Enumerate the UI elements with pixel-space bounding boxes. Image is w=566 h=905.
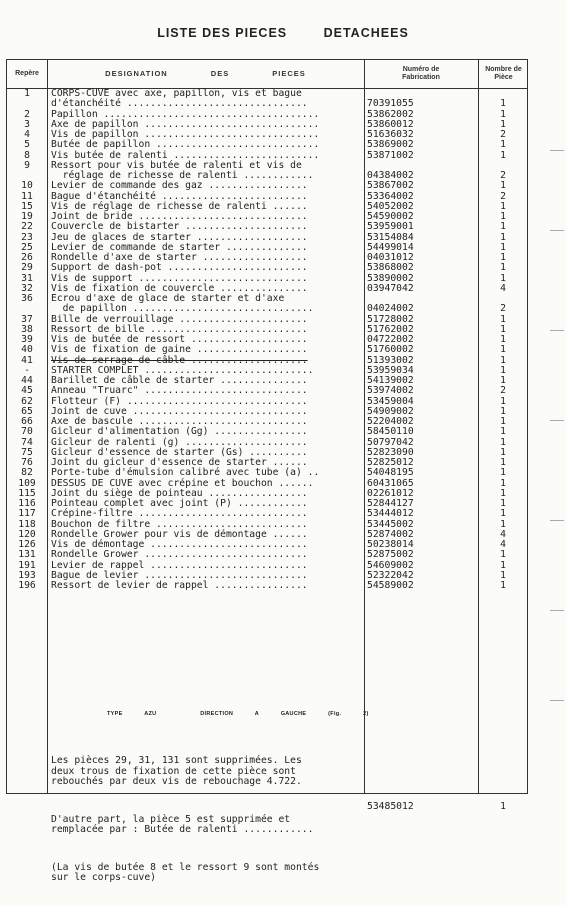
- repere-cell: 8: [24, 149, 30, 161]
- quantity-cell: 2: [500, 170, 506, 181]
- repere-cell: 25: [21, 241, 33, 253]
- quantity-cell: 1: [500, 211, 506, 222]
- quantity-cell: 1: [500, 180, 506, 192]
- designation-cell: Joint du gicleur d'essence de starter ......: [51, 457, 308, 468]
- repere-cell: 74: [21, 436, 33, 448]
- note-paragraph-3: (La vis de butée 8 et le ressort 9 sont montés sur le corps-cuve): [51, 861, 320, 883]
- quantity-cell: 1: [500, 200, 506, 212]
- quantity-cell: 1: [500, 416, 506, 427]
- repere-cell: 40: [21, 344, 33, 356]
- quantity-cell: 1: [500, 549, 506, 561]
- designation-cell: Levier de commande des gaz .................: [51, 180, 308, 192]
- designation-cell: Butée de papillon ............................: [51, 139, 320, 151]
- designation-cell: Bague de levier ............................: [51, 569, 308, 581]
- table-row: [7, 263, 527, 273]
- part-number-cell: 51728002: [367, 313, 414, 325]
- designation-cell: Joint de bride .............................: [51, 211, 308, 222]
- designation-cell: Vis de butée de ressort ....................: [51, 334, 308, 345]
- designation-cell: Barillet de câble de starter ...............: [51, 375, 308, 386]
- designation-cell: Bille de verrouillage ......................: [51, 313, 308, 325]
- part-number-cell: 54589002: [367, 580, 414, 591]
- repere-cell: 75: [21, 446, 33, 458]
- quantity-cell: 2: [500, 190, 506, 202]
- quantity-cell: 1: [500, 334, 506, 345]
- designation-cell: Flotteur (F) ...............................: [51, 395, 308, 407]
- part-number-cell: 54048195: [367, 467, 414, 479]
- designation-cell: de papillon ...............................: [51, 303, 314, 315]
- quantity-cell: 1: [500, 457, 506, 468]
- header-nombre: Nombre de Pièce: [485, 66, 522, 81]
- repere-cell: 32: [21, 282, 33, 294]
- repere-cell: 116: [18, 498, 36, 509]
- quantity-cell: 1: [500, 518, 506, 530]
- designation-cell: Gicleur de ralenti (g) .....................: [51, 436, 308, 448]
- quantity-cell: 1: [500, 375, 506, 386]
- quantity-cell: 1: [500, 344, 506, 356]
- designation-cell: Rondelle Grower pour vis de démontage ......: [51, 528, 308, 540]
- designation-cell: Couvercle de bistarter .....................: [51, 221, 308, 233]
- part-number-cell: 52844127: [367, 498, 414, 509]
- repere-cell: 118: [18, 518, 36, 530]
- repere-cell: 65: [21, 405, 33, 417]
- quantity-cell: 1: [500, 405, 506, 417]
- designation-cell: Vis de démontage ...........................: [51, 539, 308, 550]
- designation-cell: Pointeau complet avec joint (P) ............: [51, 498, 308, 509]
- header-repere: Repère: [15, 70, 39, 77]
- repere-cell: 44: [21, 375, 33, 386]
- part-number-cell: 53868002: [367, 262, 414, 274]
- quantity-cell: 1: [500, 487, 506, 499]
- quantity-cell: 1: [500, 569, 506, 581]
- repere-cell: 11: [21, 190, 33, 202]
- designation-cell: Ecrou d'axe de glace de starter et d'axe: [51, 293, 285, 304]
- quantity-cell: 1: [500, 477, 506, 489]
- part-number-cell: 54052002: [367, 200, 414, 212]
- part-number-cell: 53154084: [367, 231, 414, 243]
- table-row: [7, 140, 527, 150]
- table-row: [7, 581, 527, 591]
- repere-cell: 126: [18, 539, 36, 550]
- repere-cell: 5: [24, 139, 30, 151]
- repere-cell: 45: [21, 385, 33, 397]
- designation-cell: Axe de bascule .............................: [51, 416, 308, 427]
- designation-cell: Vis de serrage de câble ....................: [51, 354, 308, 366]
- quantity-cell: 1: [500, 364, 506, 376]
- designation-cell: Ressort pour vis butée de ralenti et vis de: [51, 159, 302, 171]
- quantity-cell: 1: [500, 221, 506, 233]
- margin-mark: [550, 520, 564, 521]
- designation-cell: Porte-tube d'émulsion calibré avec tube (a) ..: [51, 467, 320, 479]
- repere-cell: 10: [21, 180, 33, 192]
- section-type: TYPE AZU: [107, 711, 157, 717]
- part-number-cell: 50238014: [367, 539, 414, 550]
- part-number-cell: 53444012: [367, 508, 414, 520]
- designation-cell: Rondelle d'axe de starter ..................: [51, 252, 308, 263]
- part-number-cell: 53959001: [367, 221, 414, 233]
- designation-cell: Crépine-filtre .............................: [51, 508, 308, 520]
- margin-mark: [550, 610, 564, 611]
- part-number-cell: 54590002: [367, 211, 414, 222]
- repere-cell: 36: [21, 293, 33, 304]
- repere-cell: 38: [21, 323, 33, 335]
- margin-mark: [550, 420, 564, 421]
- page-title: [0, 26, 566, 40]
- designation-cell: Gicleur d'alimentation (Gg) ................: [51, 426, 308, 438]
- designation-cell: Gicleur d'essence de starter (Gs) ..........: [51, 446, 308, 458]
- designation-cell: Bague d'étanchéité .........................: [51, 190, 308, 202]
- part-number-cell: 51760002: [367, 344, 414, 356]
- section-direction: DIRECTION A GAUCHE (Fig. 2): [200, 711, 369, 717]
- quantity-cell: 1: [500, 313, 506, 325]
- quantity-cell: 1: [500, 580, 506, 591]
- repere-cell: 196: [18, 580, 36, 591]
- repere-cell: 31: [21, 272, 33, 284]
- repere-cell: 41: [21, 354, 33, 366]
- repere-cell: 3: [24, 118, 30, 130]
- part-number-cell: 51762002: [367, 323, 414, 335]
- title-right: DETACHEES: [323, 26, 409, 40]
- designation-cell: Levier de commande de starter ..............: [51, 241, 308, 253]
- designation-cell: Levier de rappel ...........................: [51, 559, 308, 571]
- part-number-cell: 53974002: [367, 385, 414, 397]
- designation-cell: Support de dash-pot ........................: [51, 262, 308, 274]
- quantity-cell: 1: [500, 118, 506, 130]
- repere-cell: 191: [18, 559, 36, 571]
- designation-cell: réglage de richesse de ralenti ............: [51, 170, 314, 181]
- part-number-cell: 52874002: [367, 528, 414, 540]
- part-number-cell: 53890002: [367, 272, 414, 284]
- quantity-cell: 4: [500, 539, 506, 550]
- repere-cell: 22: [21, 221, 33, 233]
- part-number-cell: 04384002: [367, 170, 414, 181]
- repere-cell: 76: [21, 457, 33, 468]
- part-number-cell: 53867002: [367, 180, 414, 192]
- designation-cell: Bouchon de filtre ..........................: [51, 518, 308, 530]
- header-fabrication: Numéro de Fabrication: [402, 66, 440, 81]
- note-paragraph-1: Les pièces 29, 31, 131 sont supprimées. Les deux trous de fixation de cette pièce sont rebouchés par deux vis de rebouchage 4.722.: [51, 755, 302, 787]
- designation-cell: Jeu de glaces de starter ...................: [51, 231, 308, 243]
- repere-cell: 120: [18, 528, 36, 540]
- part-number-cell: 02261012: [367, 487, 414, 499]
- quantity-cell: 1: [500, 467, 506, 479]
- part-number-cell: 58450110: [367, 426, 414, 438]
- table-row: [7, 222, 527, 232]
- repere-cell: 70: [21, 426, 33, 438]
- part-number-cell: 52322042: [367, 569, 414, 581]
- repere-cell: 19: [21, 211, 33, 222]
- designation-cell: CORPS-CUVE avec axe, papillon, vis et bague: [51, 88, 302, 99]
- designation-cell: Vis de réglage de richesse de ralenti ......: [51, 200, 308, 212]
- repere-cell: 39: [21, 334, 33, 345]
- table-row: [7, 550, 527, 560]
- part-number-cell: 03947042: [367, 282, 414, 294]
- part-number-cell: 53364002: [367, 190, 414, 202]
- quantity-cell: 1: [500, 108, 506, 120]
- designation-cell: Axe de papillon ..............................: [51, 118, 320, 130]
- quantity-cell: 2: [500, 303, 506, 315]
- repere-cell: 82: [21, 467, 33, 479]
- table-body: [7, 89, 527, 591]
- quantity-cell: 1: [500, 426, 506, 438]
- part-number-cell: 54609002: [367, 559, 414, 571]
- margin-mark: [550, 700, 564, 701]
- repere-cell: 29: [21, 262, 33, 274]
- quantity-cell: 1: [500, 446, 506, 458]
- part-number-cell: 60431065: [367, 477, 414, 489]
- repere-cell: 2: [24, 108, 30, 120]
- margin-mark: [550, 230, 564, 231]
- part-number-cell: 53959034: [367, 364, 414, 376]
- title-left: LISTE DES PIECES: [157, 26, 288, 40]
- quantity-cell: 4: [500, 528, 506, 540]
- designation-cell: Vis de papillon ..............................: [51, 129, 320, 140]
- designation-cell: Vis de support .............................: [51, 272, 308, 284]
- part-number-cell: 52823090: [367, 446, 414, 458]
- part-number-cell: 53869002: [367, 139, 414, 151]
- part-number-cell: 52875002: [367, 549, 414, 561]
- note-part-number: 53485012: [367, 801, 414, 812]
- repere-cell: 109: [18, 477, 36, 489]
- designation-cell: Ressort de levier de rappel ................: [51, 580, 308, 591]
- part-number-cell: 53860012: [367, 118, 414, 130]
- designation-cell: STARTER COMPLET .............................: [51, 364, 314, 376]
- part-number-cell: 70391055: [367, 98, 414, 110]
- repere-cell: 66: [21, 416, 33, 427]
- part-number-cell: 54909002: [367, 405, 414, 417]
- repere-cell: 115: [18, 487, 36, 499]
- table-row: [7, 99, 527, 109]
- table-row: [7, 468, 527, 478]
- designation-cell: Ressort de bille ...........................: [51, 323, 308, 335]
- table-row: [7, 427, 527, 437]
- designation-cell: Rondelle Grower ............................: [51, 549, 308, 561]
- part-number-cell: 51636032: [367, 129, 414, 140]
- quantity-cell: 1: [500, 559, 506, 571]
- repere-cell: 23: [21, 231, 33, 243]
- part-number-cell: 52825012: [367, 457, 414, 468]
- notes: [51, 735, 319, 905]
- quantity-cell: 1: [500, 395, 506, 407]
- quantity-cell: 1: [500, 354, 506, 366]
- part-number-cell: 04024002: [367, 303, 414, 315]
- quantity-cell: 1: [500, 272, 506, 284]
- table-row: [7, 304, 527, 314]
- note-quantity: 1: [500, 801, 506, 812]
- quantity-cell: 1: [500, 149, 506, 161]
- quantity-cell: 1: [500, 508, 506, 520]
- part-number-cell: 04722002: [367, 334, 414, 345]
- table-row: [7, 509, 527, 519]
- quantity-cell: 1: [500, 98, 506, 110]
- table-row: [7, 181, 527, 191]
- parts-table: [6, 59, 528, 883]
- quantity-cell: 1: [500, 139, 506, 151]
- repere-cell: 37: [21, 313, 33, 325]
- table-row: [7, 386, 527, 396]
- table-row: [7, 345, 527, 355]
- header-designation: DESIGNATION DES PIECES: [105, 69, 306, 78]
- repere-cell: 15: [21, 200, 33, 212]
- repere-cell: 117: [18, 508, 36, 520]
- designation-cell: Papillon .....................................: [51, 108, 320, 120]
- quantity-cell: 4: [500, 282, 506, 294]
- designation-cell: Joint du siège de pointeau .................: [51, 487, 308, 499]
- quantity-cell: 2: [500, 385, 506, 397]
- part-number-cell: 53459004: [367, 395, 414, 407]
- designation-cell: Vis butée de ralenti .........................: [51, 149, 320, 161]
- repere-cell: 193: [18, 569, 36, 581]
- part-number-cell: 54499014: [367, 241, 414, 253]
- quantity-cell: 1: [500, 252, 506, 263]
- repere-cell: 62: [21, 395, 33, 407]
- part-number-cell: 53862002: [367, 108, 414, 120]
- part-number-cell: 54139002: [367, 375, 414, 386]
- repere-cell: 4: [24, 129, 30, 140]
- section-heading: [107, 711, 369, 717]
- part-number-cell: 52204002: [367, 416, 414, 427]
- part-number-cell: 51393002: [367, 354, 414, 366]
- note-paragraph-2: D'autre part, la pièce 5 est supprimée et remplacée par : Butée de ralenti ............: [51, 813, 314, 835]
- designation-cell: Vis de fixation de gaine ...................: [51, 344, 308, 356]
- margin-mark: [550, 150, 564, 151]
- repere-cell: 1: [24, 88, 30, 99]
- part-number-cell: 53445002: [367, 518, 414, 530]
- quantity-cell: 1: [500, 436, 506, 448]
- repere-cell: 9: [24, 159, 30, 171]
- repere-cell: -: [24, 364, 30, 376]
- part-number-cell: 53871002: [367, 149, 414, 161]
- quantity-cell: 2: [500, 129, 506, 140]
- designation-cell: Vis de fixation de couvercle ...............: [51, 282, 308, 294]
- quantity-cell: 1: [500, 323, 506, 335]
- part-number-cell: 50797042: [367, 436, 414, 448]
- margin-mark: [550, 330, 564, 331]
- repere-cell: 131: [18, 549, 36, 561]
- designation-cell: DESSUS DE CUVE avec crépine et bouchon ......: [51, 477, 314, 489]
- quantity-cell: 1: [500, 498, 506, 509]
- quantity-cell: 1: [500, 262, 506, 274]
- part-number-cell: 04031012: [367, 252, 414, 263]
- quantity-cell: 1: [500, 241, 506, 253]
- repere-cell: 26: [21, 252, 33, 263]
- designation-cell: d'étanchéité ...............................: [51, 98, 308, 110]
- designation-cell: Joint de cuve ..............................: [51, 405, 308, 417]
- designation-cell: Anneau "Truarc" ............................: [51, 385, 308, 397]
- quantity-cell: 1: [500, 231, 506, 243]
